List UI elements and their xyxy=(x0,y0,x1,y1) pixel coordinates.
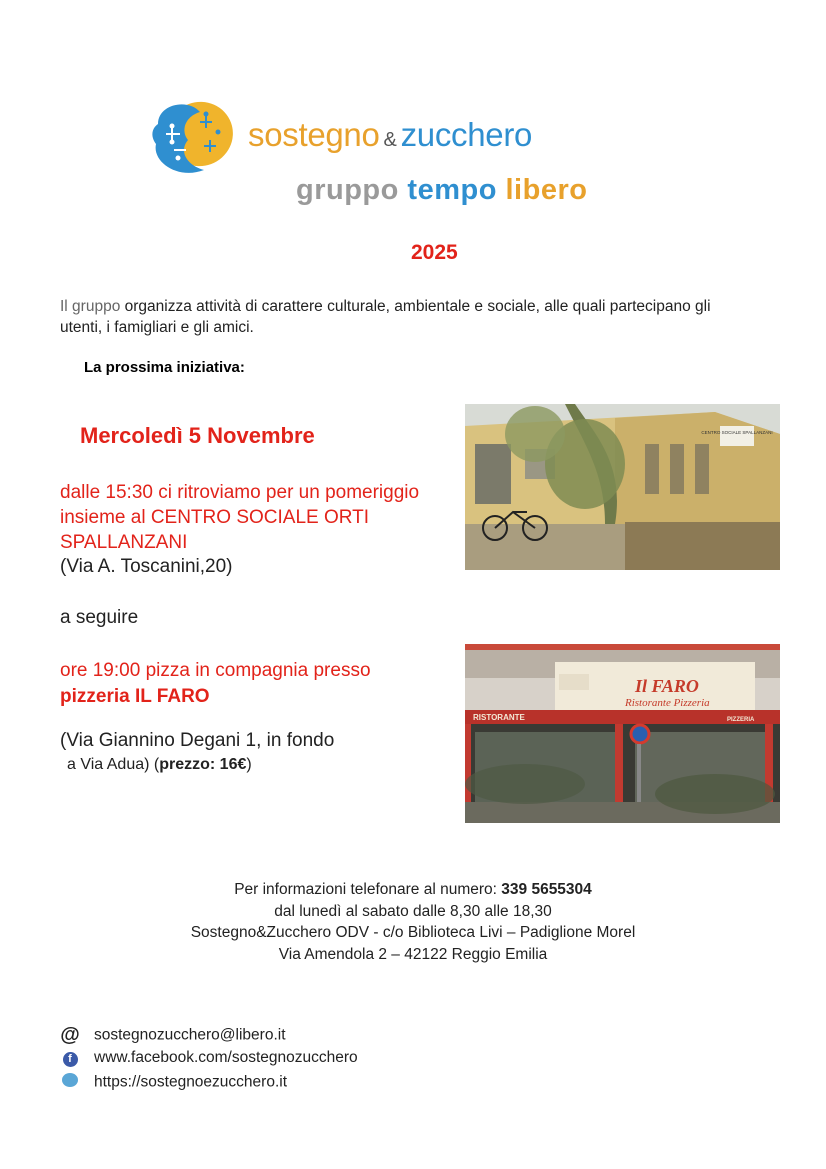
info-phone-number: 339 5655304 xyxy=(501,881,592,898)
pizza-place: pizzeria IL FARO xyxy=(60,686,210,707)
pizza-description xyxy=(60,658,440,710)
pizzeria-awning-text2: PIZZERIA xyxy=(727,717,755,723)
brand-name-part1: sostegno xyxy=(248,116,380,153)
info-block xyxy=(100,879,726,965)
brand-sub-word2: tempo xyxy=(407,174,497,206)
info-hours: dal lunedì al sabato dalle 8,30 alle 18,30 xyxy=(274,902,552,920)
intro-paragraph xyxy=(60,296,740,338)
brand-subtitle xyxy=(296,174,587,207)
brand-name xyxy=(248,116,532,154)
contact-facebook[interactable] xyxy=(60,1049,358,1067)
pizzeria-sign-text: Il FARO xyxy=(635,676,699,696)
contact-email[interactable] xyxy=(60,1024,286,1047)
then-label: a seguire xyxy=(60,607,139,628)
contact-website-text[interactable]: https://sostegnoezucchero.it xyxy=(94,1073,288,1091)
globe-icon xyxy=(60,1073,80,1092)
pizza-address-line2 xyxy=(67,756,252,774)
next-event-label: La prossima iniziativa: xyxy=(84,359,245,376)
brand-name-part2: zucchero xyxy=(400,116,533,153)
info-address: Via Amendola 2 – 42122 Reggio Emilia xyxy=(278,945,548,963)
pizzeria-sign-subtext: Ristorante Pizzeria xyxy=(625,697,710,709)
intro-rest: organizza attività di carattere culturale, ambientale e sociale, alle quali partecipano gli utenti, i famigliari e gli amici. xyxy=(60,298,711,336)
pizza-address-line1: (Via Giannino Degani 1, in fondo xyxy=(60,730,335,751)
brand-sub-word1: gruppo xyxy=(296,174,399,206)
intro-lead: Il gruppo xyxy=(60,298,121,315)
year-heading: 2025 xyxy=(411,241,458,264)
facebook-icon: f xyxy=(60,1049,80,1067)
brand-sub-word3: libero xyxy=(505,174,588,206)
pizzeria-photo xyxy=(465,644,780,823)
pizza-price: prezzo: 16€ xyxy=(159,756,247,773)
pizzeria-awning-text: RISTORANTE xyxy=(473,713,525,722)
pizza-text: ore 19:00 pizza in compagnia presso xyxy=(60,660,371,681)
meeting-address: (Via A. Toscanini,20) xyxy=(60,556,233,577)
at-icon: @ xyxy=(60,1024,80,1046)
community-center-photo xyxy=(465,404,780,570)
contact-website[interactable] xyxy=(60,1073,287,1092)
center-sign-text: CENTRO SOCIALE SPALLANZANI xyxy=(701,430,773,435)
pizza-address-line2-text: a Via Adua) ( xyxy=(67,756,160,773)
meeting-description: dalle 15:30 ci ritroviamo per un pomeriggio insieme al CENTRO SOCIALE ORTI SPALLANZANI xyxy=(60,482,420,553)
contact-email-text[interactable]: sostegnozucchero@libero.it xyxy=(94,1026,286,1044)
info-phone-line xyxy=(100,879,726,901)
info-org: Sostegno&Zucchero ODV - c/o Biblioteca Livi – Padiglione Morel xyxy=(190,924,636,941)
brand-ampersand: & xyxy=(383,129,397,151)
info-phone-label: Per informazioni telefonare al numero: xyxy=(234,881,502,898)
pizza-address-close: ) xyxy=(246,756,252,773)
logo-icon xyxy=(148,96,234,178)
contact-facebook-text[interactable]: www.facebook.com/sostegnozucchero xyxy=(94,1049,358,1067)
event-date: Mercoledì 5 Novembre xyxy=(80,423,315,448)
